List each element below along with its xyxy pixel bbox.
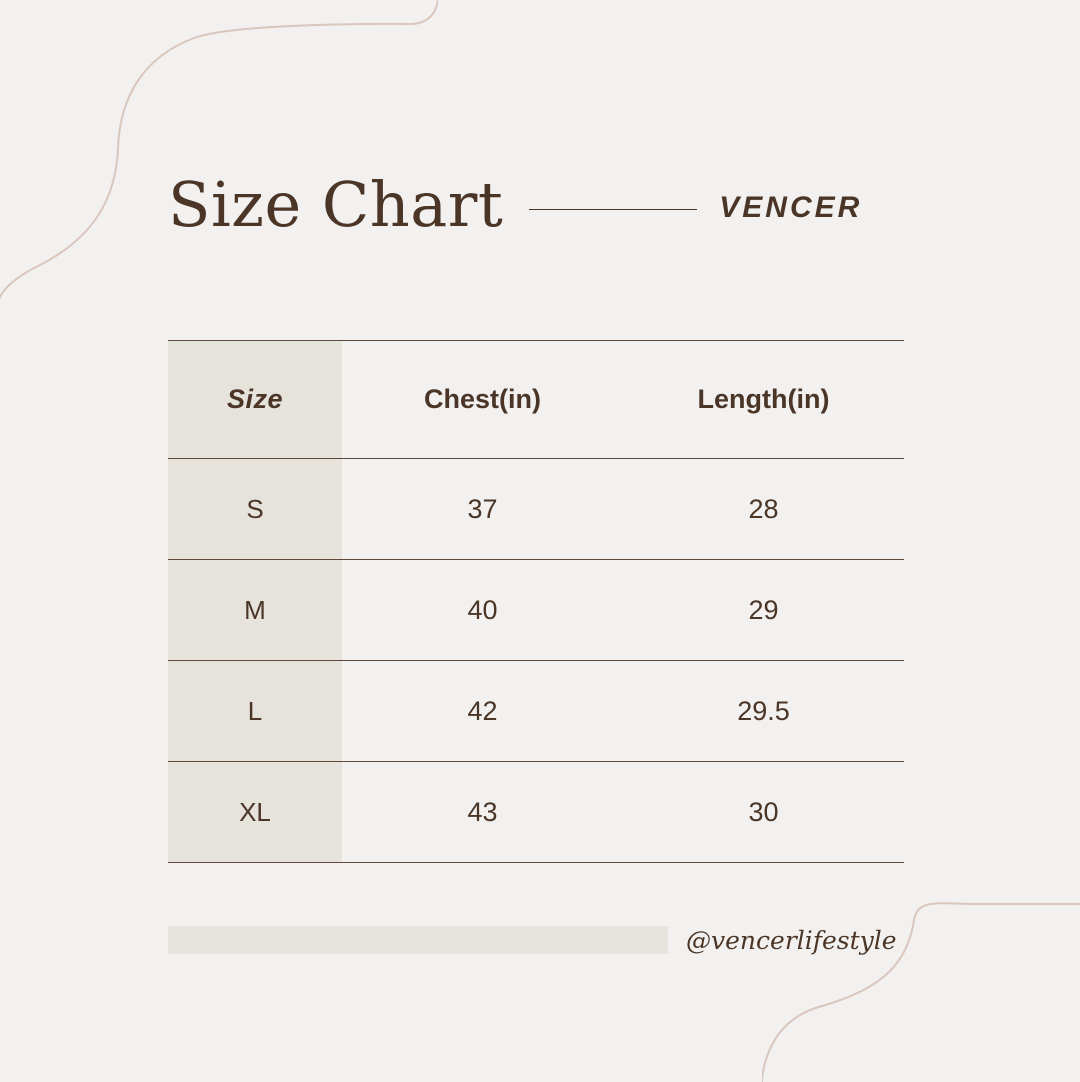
page-title: Size Chart bbox=[168, 168, 504, 241]
table-row bbox=[168, 560, 904, 661]
cell-length: 29.5 bbox=[623, 661, 904, 762]
column-header-length: Length(in) bbox=[623, 341, 904, 459]
size-table-container bbox=[168, 340, 904, 863]
social-handle: @vencerlifestyle bbox=[686, 925, 897, 955]
title-divider bbox=[529, 209, 697, 210]
column-header-chest: Chest(in) bbox=[342, 341, 623, 459]
table-body bbox=[168, 459, 904, 863]
size-table bbox=[168, 340, 904, 863]
cell-length: 28 bbox=[623, 459, 904, 560]
table-row bbox=[168, 762, 904, 863]
decorative-corner-swoosh-top-left bbox=[0, 0, 438, 308]
cell-length: 30 bbox=[623, 762, 904, 863]
footer-decorative-bar bbox=[168, 926, 668, 954]
cell-size: M bbox=[168, 560, 342, 661]
table-row bbox=[168, 459, 904, 560]
cell-size: XL bbox=[168, 762, 342, 863]
cell-chest: 43 bbox=[342, 762, 623, 863]
brand-name: VENCER bbox=[719, 191, 863, 224]
table-header-row bbox=[168, 341, 904, 459]
cell-size: S bbox=[168, 459, 342, 560]
page-header bbox=[168, 155, 912, 255]
table-header bbox=[168, 341, 904, 459]
page-footer bbox=[168, 925, 904, 955]
cell-chest: 37 bbox=[342, 459, 623, 560]
cell-length: 29 bbox=[623, 560, 904, 661]
table-row bbox=[168, 661, 904, 762]
column-header-size: Size bbox=[168, 341, 342, 459]
cell-chest: 42 bbox=[342, 661, 623, 762]
cell-chest: 40 bbox=[342, 560, 623, 661]
cell-size: L bbox=[168, 661, 342, 762]
